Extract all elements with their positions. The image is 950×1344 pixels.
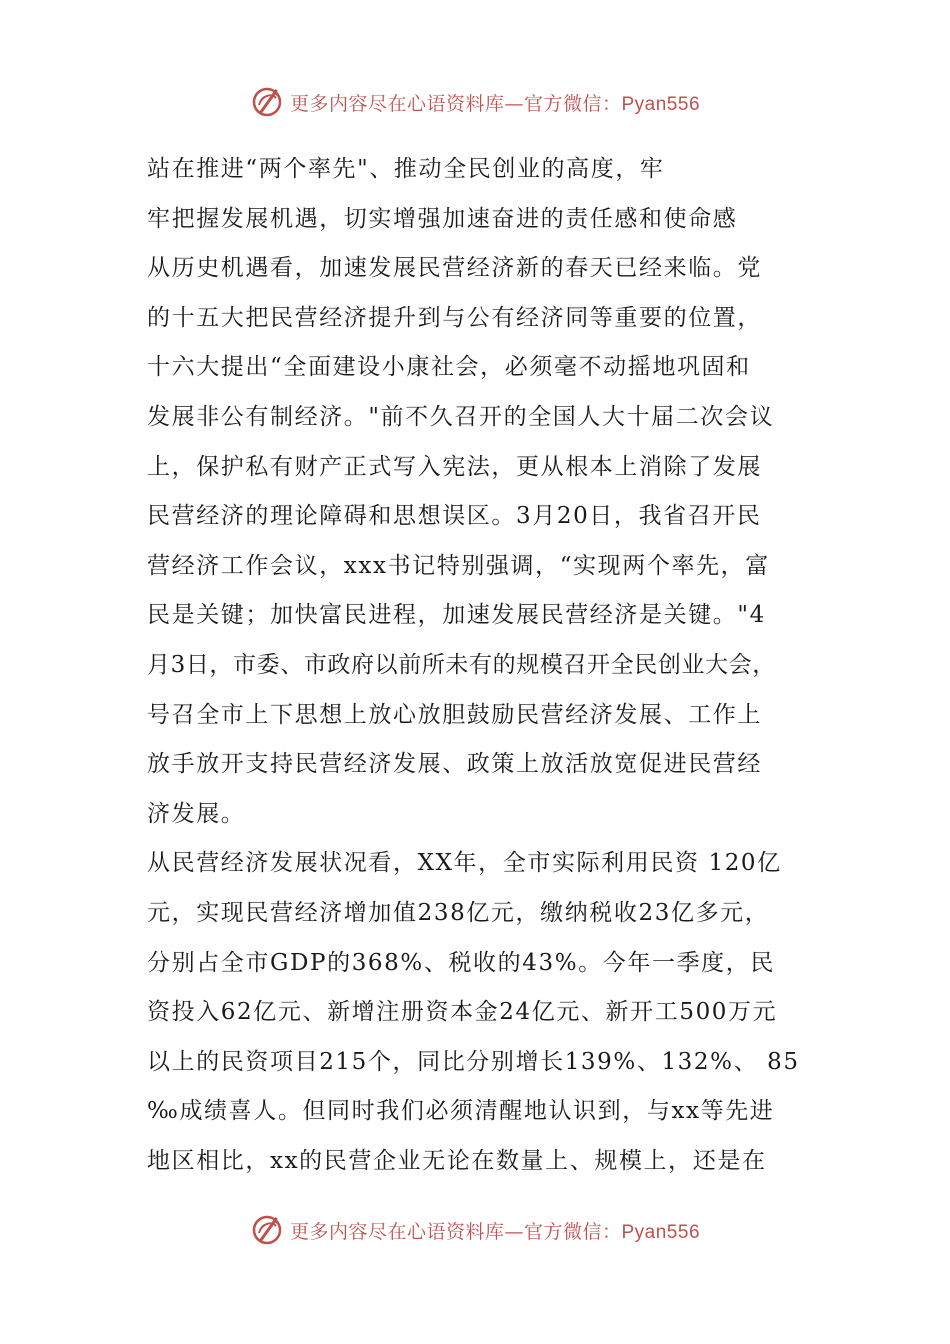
body-line: 上，保护私有财产正式写入宪法，更从根本上消除了发展 <box>147 453 762 480</box>
body-line: 地区相比，xx的民营企业无论在数量上、规模上，还是在 <box>147 1147 767 1174</box>
header-banner-text: 更多内容尽在心语资料库—官方微信：Pyan556 <box>289 92 701 115</box>
pen-swirl-logo-icon <box>250 1213 284 1247</box>
body-line: 站在推进“两个率先"、推动全民创业的高度，牢 <box>147 156 665 182</box>
pen-swirl-logo-icon <box>250 85 284 119</box>
footer-banner-text: 更多内容尽在心语资料库—官方微信：Pyan556 <box>289 1220 701 1243</box>
header-banner <box>0 82 950 122</box>
body-line: 营经济工作会议，xxx书记特别强调，“实现两个率先，富 <box>147 552 770 579</box>
body-line: 月3日，市委、市政府以前所未有的规模召开全民创业大会， <box>147 651 776 678</box>
body-line: 从民营经济发展状况看，XX年，全市实际利用民资 120亿 <box>147 850 782 877</box>
body-line: 分别占全市GDP的368%、税收的43%。今年一季度，民 <box>147 949 775 976</box>
body-line: 发展非公有制经济。"前不久召开的全国人大十届二次会议 <box>147 403 775 430</box>
body-line: 牢把握发展机遇，切实增强加速奋进的责任感和使命感 <box>147 205 738 232</box>
body-line: 元，实现民营经济增加值238亿元，缴纳税收23亿多元， <box>147 899 770 926</box>
body-line: 十六大提出“全面建设小康社会，必须毫不动摇地巩固和 <box>147 354 751 381</box>
body-line: 民营经济的理论障碍和思想误区。3月20日，我省召开民 <box>147 503 762 530</box>
document-body <box>147 145 827 1186</box>
body-line: 放手放开支持民营经济发展、政策上放活放宽促进民营经 <box>147 751 762 778</box>
body-line: ‰成绩喜人。但同时我们必须清醒地认识到，与xx等先进 <box>147 1098 775 1125</box>
footer-banner <box>0 1210 950 1250</box>
body-line: 以上的民资项目215个，同比分别增长139%、132%、 85 <box>147 1048 800 1075</box>
body-line: 济发展。 <box>147 800 246 827</box>
body-line: 从历史机遇看，加速发展民营经济新的春天已经来临。党 <box>147 255 762 282</box>
header-wechat-id: Pyan556 <box>621 93 701 115</box>
body-line: 号召全市上下思想上放心放胆鼓励民营经济发展、工作上 <box>147 701 762 728</box>
body-line: 资投入62亿元、新增注册资本金24亿元、新开工500万元 <box>147 999 778 1026</box>
footer-wechat-id: Pyan556 <box>621 1221 701 1243</box>
body-line: 民是关键；加快富民进程，加速发展民营经济是关键。"4 <box>147 602 766 629</box>
body-line: 的十五大把民营经济提升到与公有经济同等重要的位置， <box>147 304 762 331</box>
